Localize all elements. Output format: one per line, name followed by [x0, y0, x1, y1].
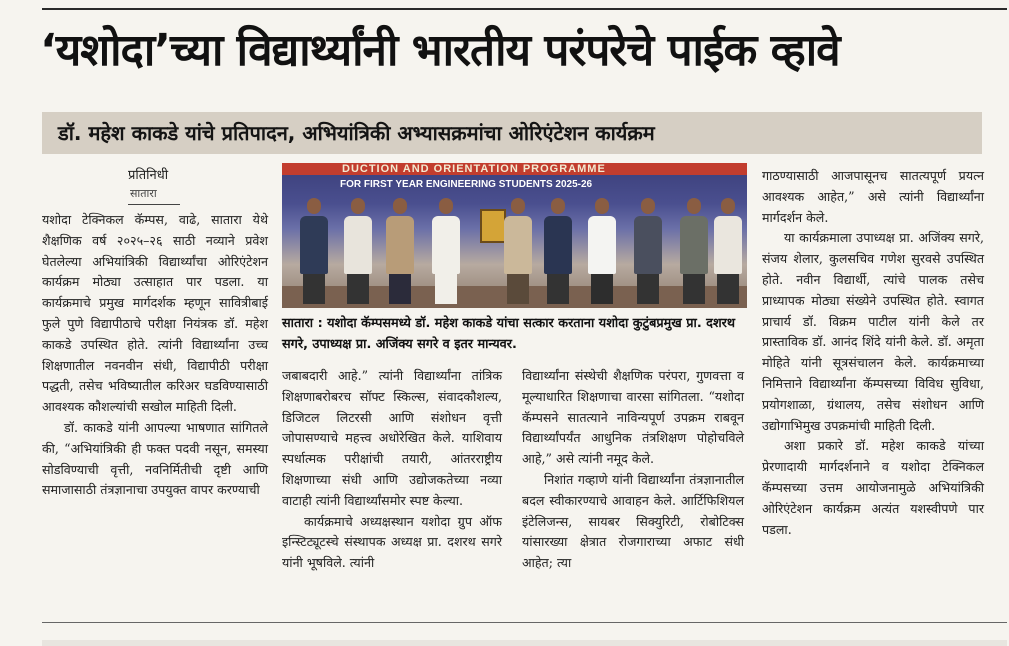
bottom-strip	[42, 640, 1007, 646]
photo-banner-subtext: FOR FIRST YEAR ENGINEERING STUDENTS 2025-26	[340, 179, 593, 190]
award-frame	[480, 209, 506, 243]
byline-rule	[128, 204, 180, 205]
headline: ‘यशोदा’च्या विद्यार्थ्यांनी भारतीय परंपरेचे पाईक व्हावे	[40, 25, 840, 76]
photo-person	[386, 198, 414, 304]
byline-reporter: प्रतिनिधी	[128, 168, 169, 183]
photo-person	[504, 198, 532, 304]
bottom-rule	[42, 622, 1007, 623]
paragraph: डॉ. काकडे यांनी आपल्या भाषणात सांगितले की, “अभियांत्रिकी ही फक्त पदवी नसून, समस्या सोडविण्याची वृत्ती, नवनिर्मितीची दृष्टी आणि समाजासाठी तंत्रज्ञानाचा उपयुक्त वापर करण्याची	[42, 419, 268, 498]
paragraph: विद्यार्थ्यांना संस्थेची शैक्षणिक परंपरा, गुणवत्ता व मूल्याधारित शिक्षणाचा वारसा सांगितला. “यशोदा कॅम्पसने सातत्याने नाविन्यपूर्ण उपक्रम राबवून विद्यार्थ्यांपर्यंत आधुनिक तंत्रशिक्षण पोहोचविले आहे,” असे त्यांनी नमूद केले.	[522, 368, 744, 467]
photo-person	[634, 198, 662, 304]
subheadline: डॉ. महेश काकडे यांचे प्रतिपादन, अभियांत्रिकी अभ्यासक्रमांचा ओरिएंटेशन कार्यक्रम	[58, 121, 655, 145]
photo-person	[588, 198, 616, 304]
paragraph: निशांत गव्हाणे यांनी विद्यार्थ्यांना तंत्रज्ञानातील बदल स्वीकारण्याचे आवाहन केले. आर्टिफिशियल इंटेलिजन्स, सायबर सिक्युरिटी, रोबोटिक्स यांसारख्या क्षेत्रात रोजगाराच्या अफाट संधी आहेत; त्या	[522, 471, 744, 571]
photo-person	[344, 198, 372, 304]
paragraph: यशोदा टेक्निकल कॅम्पस, वाढे, सातारा येथे शैक्षणिक वर्ष २०२५–२६ साठी नव्याने प्रवेश घेतलेल्या अभियांत्रिकी विद्यार्थ्यांचा ओरिएंटेशन कार्यक्रम मोठ्या उत्साहात पार पडला. या कार्यक्रमाचे प्रमुख मार्गदर्शक म्हणून सावित्रीबाई फुले पुणे विद्यापीठाचे परीक्षा नियंत्रक डॉ. महेश काकडे उपस्थित होते. त्यांनी विद्यार्थ्यांना उच्च शिक्षणातील नवनवीन संधी, विद्यापीठी परीक्षा पद्धती, तसेच भविष्यातील करिअर घडविण्यासाठी आवश्यक कौशल्यांची सखोल माहिती दिली.	[42, 212, 268, 415]
article-column-1	[42, 210, 268, 501]
photo-person	[432, 198, 460, 304]
photo-caption: सातारा : यशोदा कॅम्पसमध्ये डॉ. महेश काकडे यांचा सत्कार करताना यशोदा कुटुंबप्रमुख प्रा. दशरथ सगरे, उपाध्यक्ष प्रा. अजिंक्य सगरे व इतर मान्यवर.	[282, 316, 736, 352]
paragraph: जबाबदारी आहे.” त्यांनी विद्यार्थ्यांना तांत्रिक शिक्षणाबरोबरच सॉफ्ट स्किल्स, संवादकौशल्य, डिजिटल लिटरसी आणि संशोधन वृत्ती जोपासण्याचे महत्त्व अधोरेखित केले. याशिवाय स्पर्धात्मक परीक्षांची तयारी, आंतरराष्ट्रीय शिक्षणाच्या संधी आणि उद्योजकतेच्या नव्या वाटाही त्यांनी विद्यार्थ्यांसमोर स्पष्ट केल्या.	[282, 368, 502, 508]
photo-person	[300, 198, 328, 304]
article-column-3	[522, 366, 744, 574]
photo-banner-text: DUCTION AND ORIENTATION PROGRAMME	[342, 163, 606, 175]
paragraph: गाठण्यासाठी आजपासूनच सातत्यपूर्ण प्रयत्न आवश्यक आहेत,” असे त्यांनी विद्यार्थ्यांना मार्गदर्शन केले.	[762, 168, 984, 225]
article-column-2	[282, 366, 502, 574]
byline-place: सातारा	[130, 187, 157, 200]
article-column-4	[762, 166, 984, 540]
paragraph: कार्यक्रमाचे अध्यक्षस्थान यशोदा ग्रुप ऑफ इन्स्टिट्यूटस्चे संस्थापक अध्यक्ष प्रा. दशरथ सगरे यांनी भूषविले. त्यांनी	[282, 513, 502, 571]
photo-person	[680, 198, 708, 304]
top-rule	[42, 8, 1007, 10]
paragraph: अशा प्रकारे डॉ. महेश काकडे यांच्या प्रेरणादायी मार्गदर्शनाने व यशोदा टेक्निकल कॅम्पसच्या उत्तम आयोजनामुळे अभियांत्रिकी ओरिएंटेशन कार्यक्रम अत्यंत यशस्वीपणे पार पडला.	[762, 438, 984, 537]
photo-person	[714, 198, 742, 304]
paragraph: या कार्यक्रमाला उपाध्यक्ष प्रा. अजिंक्य सगरे, संजय शेलार, कुलसचिव गणेश सुरवसे उपस्थित होते. नवीन विद्यार्थी, त्यांचे पालक तसेच प्राध्यापक मोठ्या संख्येने उपस्थित होते. स्वागत प्राचार्य डॉ. विक्रम पाटील यांनी केले तर प्रास्ताविक डॉ. आनंद शिंदे यांनी केले. डॉ. अमृता मोहिते यांनी सूत्रसंचालन केले. कार्यक्रमाच्या निमित्ताने विद्यार्थ्यांना कॅम्पसच्या विविध सुविधा, प्रयोगशाळा, ग्रंथालय, तसेच संशोधन आणि उद्योगाभिमुख उपक्रमांची माहिती दिली.	[762, 230, 984, 433]
event-photo	[282, 163, 747, 308]
photo-person	[544, 198, 572, 304]
